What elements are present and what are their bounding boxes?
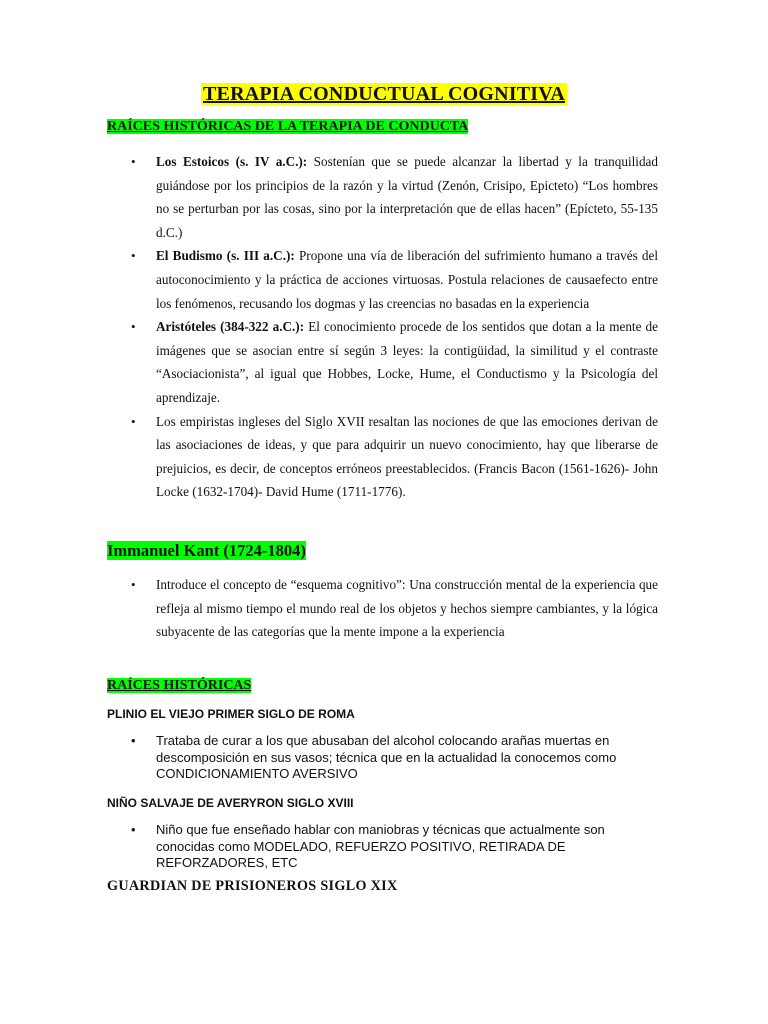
section-heading-kant: Immanuel Kant (1724-1804) xyxy=(107,541,306,560)
list-item-plinio: • Trataba de curar a los que abusaban del alcohol colocando arañas muertas en descomposición en sus vasos; técnica que en la actualidad la conocemos como CONDICIONAMIENTO AVERSIVO xyxy=(131,733,617,781)
list-item-aristoteles: • Aristóteles (384-322 a.C.): El conocimiento procede de los sentidos que dotan a la mente de imágenes que se asocian entre sí según 3 leyes: la contigüidad, la similitud y el contraste “Asociacionista”, al igual que Hobbes, Locke, Hume, el Conductismo y la Psicología del aprendizaje. xyxy=(0,315,768,409)
bullet-icon: • xyxy=(131,733,136,748)
bullet-icon: • xyxy=(131,577,136,592)
nino-salvaje-list xyxy=(0,822,768,872)
list-item-estoicos: • Los Estoicos (s. IV a.C.): Sostenían que se puede alcanzar la libertad y la tranquilidad guiándose por los principios de la razón y la virtud (Zenón, Crisipo, Epicteto) “Los hombres no se perturban por las cosas, sino por la interpretación que de ellas hacen” (Epícteto, 55-135 d.C.) xyxy=(0,150,768,244)
bullet-icon: • xyxy=(131,822,136,837)
roots-list xyxy=(0,150,768,504)
list-item-esquema-cognitivo: • Introduce el concepto de “esquema cognitivo”: Una construcción mental de la experiencia que refleja al mismo tiempo el mundo real de los objetos y hechos siempre cambiantes, y la lógica subyacente de las categorías que la mente impone a la experiencia xyxy=(0,573,768,644)
list-item-nino-salvaje: • Niño que fue enseñado hablar con maniobras y técnicas que actualmente son conocidas como MODELADO, REFUERZO POSITIVO, RETIRADA DE REFORZADORES, ETC xyxy=(131,822,605,870)
bullet-icon: • xyxy=(131,248,136,264)
kant-list xyxy=(0,573,768,644)
list-item-empiristas: • Los empiristas ingleses del Siglo XVII resaltan las nociones de que las emociones derivan de las asociaciones de ideas, y que para adquirir un nuevo conocimiento, hay que liberarse de prejuicios, es decir, de conceptos erróneos preestablecidos. (Francis Bacon (1561-1626)- John Locke (1632-1704)- David Hume (1711-1776). xyxy=(0,410,768,504)
plinio-list xyxy=(0,733,768,783)
subheading-guardian: GUARDIAN DE PRISIONEROS SIGLO XIX xyxy=(107,878,398,894)
subheading-nino-salvaje: NIÑO SALVAJE DE AVERYRON SIGLO XVIII xyxy=(107,796,354,810)
list-item-budismo: • El Budismo (s. III a.C.): Propone una vía de liberación del sufrimiento humano a través del autoconocimiento y la práctica de acciones virtuosas. Postula relaciones de causaefecto entre los fenómenos, recusando los dogmas y las creencias no basadas en la experiencia xyxy=(0,244,768,315)
document-title: TERAPIA CONDUCTUAL COGNITIVA xyxy=(203,83,565,105)
section-heading-raices-historicas: RAÍCES HISTÓRICAS xyxy=(107,678,252,693)
document-title-block xyxy=(0,83,768,106)
bullet-icon: • xyxy=(131,319,136,335)
bullet-icon: • xyxy=(131,413,136,429)
subheading-plinio: PLINIO EL VIEJO PRIMER SIGLO DE ROMA xyxy=(107,707,355,721)
bullet-icon: • xyxy=(131,154,136,169)
section-heading-raices-terapia: RAÍCES HISTÓRICAS DE LA TERAPIA DE CONDUCTA xyxy=(107,119,469,134)
